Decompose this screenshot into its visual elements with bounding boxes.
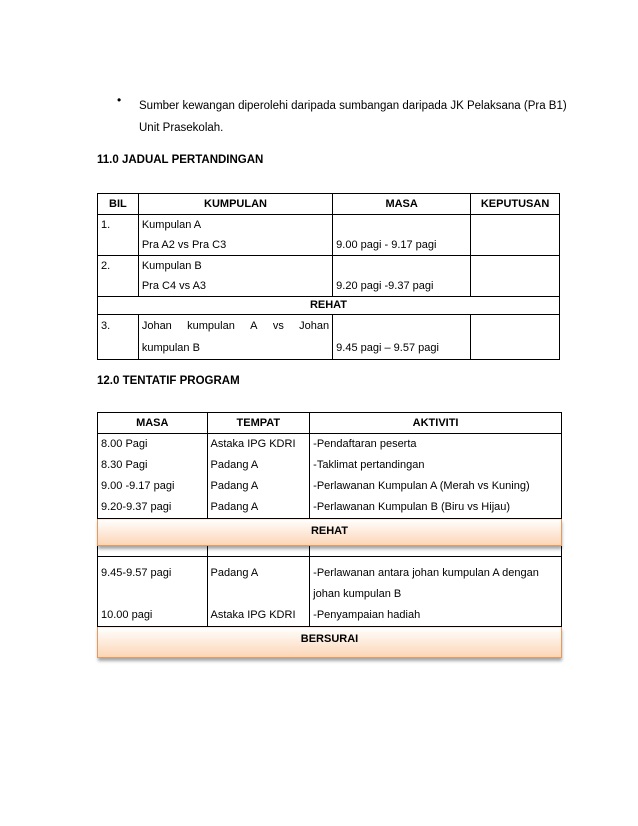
tempat-value: Padang A [210,567,259,579]
spacer-row [98,546,562,557]
col-header-keputusan: KEPUTUSAN [471,194,560,215]
aktiviti-cell [310,434,562,519]
table-header-row [98,413,562,434]
table-row [98,315,560,360]
aktiviti-value: -Perlawanan Kumpulan A (Merah vs Kuning) [313,480,530,492]
masa-value: 10.00 pagi [101,609,153,621]
rehat-row [98,297,560,315]
col-header-tempat: TEMPAT [207,413,310,434]
tempat-value: Padang A [210,480,259,492]
rehat-band [98,519,562,546]
match-pair: Pra C4 vs A3 [141,280,207,292]
final-line [142,315,329,337]
word: kumpulan [187,320,235,332]
tempat-value: Padang A [210,459,259,471]
tempat-cell [207,434,310,519]
tentatif-program-table [97,412,562,658]
masa-value: 9.45-9.57 pagi [101,567,172,579]
masa-value: 8.00 Pagi [101,438,148,450]
aktiviti-value: -Perlawanan Kumpulan B (Biru vs Hijau) [313,501,511,513]
group-name: Kumpulan A [141,219,202,231]
section-12-title: 12.0 TENTATIF PROGRAM [97,375,240,387]
table-row [98,215,560,256]
masa-cell: 9.00 pagi - 9.17 pagi [333,215,471,256]
jadual-pertandingan-table [97,193,560,360]
tempat-value: Astaka IPG KDRI [210,609,296,621]
masa-value: 9.00 -9.17 pagi [101,480,175,492]
tempat-value: Astaka IPG KDRI [210,438,296,450]
keputusan-cell [471,215,560,256]
rehat-label: REHAT [98,297,560,315]
aktiviti-cell [310,557,562,627]
masa-cell [98,557,208,627]
tempat-value: Padang A [210,501,259,513]
bil-cell: 1. [98,215,139,256]
col-header-masa: MASA [98,413,208,434]
blank-line [211,584,307,605]
col-header-aktiviti: AKTIVITI [310,413,562,434]
word: vs [272,320,284,332]
bil-cell: 2. [98,256,139,297]
masa-value: 9.20-9.37 pagi [101,501,172,513]
group-name: Kumpulan B [141,260,202,272]
table-header-row [98,194,560,215]
blank-line [101,584,204,605]
table-row [98,557,562,627]
bersurai-band [98,627,562,658]
kumpulan-cell [138,315,332,360]
section-11-title: 11.0 JADUAL PERTANDINGAN [97,154,264,166]
word: Johan [299,320,330,332]
word: A [250,320,258,332]
col-header-bil: BIL [98,194,139,215]
keputusan-cell [471,256,560,297]
masa-value: 8.30 Pagi [101,459,148,471]
spacer-cell [207,546,310,557]
bullet-icon: • [117,93,122,107]
bil-cell: 3. [98,315,139,360]
match-pair: kumpulan B [141,342,200,354]
kumpulan-cell [138,215,332,256]
tempat-cell [207,557,310,627]
spacer-cell [98,546,208,557]
col-header-masa: MASA [333,194,471,215]
kumpulan-cell [138,256,332,297]
table-row [98,256,560,297]
word: Johan [141,320,172,332]
aktiviti-value: -Pendaftaran peserta [313,438,417,450]
aktiviti-value: johan kumpulan B [313,588,402,600]
masa-cell: 9.20 pagi -9.37 pagi [333,256,471,297]
aktiviti-value: -Penyampaian hadiah [313,609,421,621]
col-header-kumpulan: KUMPULAN [138,194,332,215]
table-row [98,434,562,519]
keputusan-cell [471,315,560,360]
masa-cell [98,434,208,519]
bersurai-label: BERSURAI [98,627,562,658]
spacer-cell [310,546,562,557]
aktiviti-value: -Perlawanan antara johan kumpulan A dengan [313,567,539,579]
match-pair: Pra A2 vs Pra C3 [141,239,227,251]
rehat-label: REHAT [98,519,562,546]
masa-cell: 9.45 pagi – 9.57 pagi [333,315,471,360]
funding-note: Sumber kewangan diperolehi daripada sumbangan daripada JK Pelaksana (Pra B1) Unit Prasekolah. [139,100,567,134]
aktiviti-value: -Taklimat pertandingan [313,459,425,471]
